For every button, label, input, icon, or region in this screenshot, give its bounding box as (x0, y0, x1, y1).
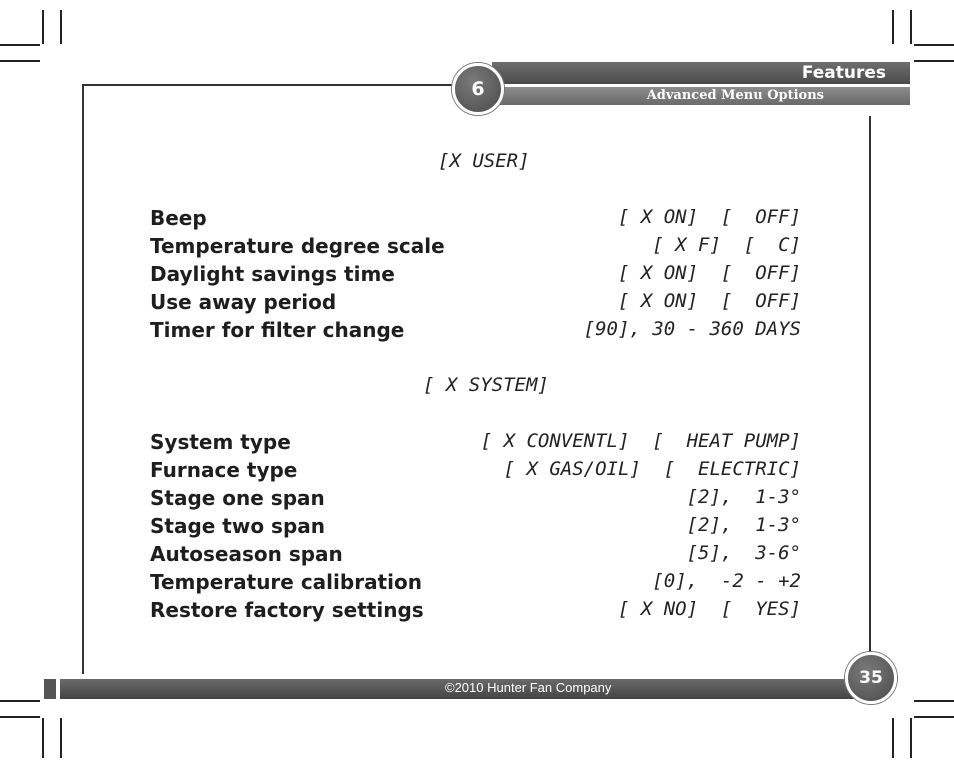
setting-value: [ X ON] [ OFF] (617, 206, 801, 228)
setting-label: Use away period (150, 290, 337, 314)
copyright-text: ©2010 Hunter Fan Company (445, 680, 612, 695)
setting-label: Beep (150, 206, 207, 230)
frame-left-line (82, 84, 84, 674)
setting-value: [90], 30 - 360 DAYS (583, 318, 801, 340)
setting-value: [2], 1-3° (686, 486, 801, 508)
setting-label: Daylight savings time (150, 262, 395, 286)
setting-label: Furnace type (150, 458, 298, 482)
crop-mark (892, 718, 894, 758)
setting-value: [2], 1-3° (686, 514, 801, 536)
crop-mark (914, 700, 954, 702)
setting-label: Restore factory settings (150, 598, 424, 622)
setting-value: [ X CONVENTL] [ HEAT PUMP] (480, 430, 801, 452)
chapter-badge: 6 (452, 63, 504, 115)
header-subtitle: Advanced Menu Options (646, 88, 824, 103)
setting-value: [ X GAS/OIL] [ ELECTRIC] (503, 458, 801, 480)
setting-label: Timer for filter change (150, 318, 405, 342)
crop-mark (42, 10, 44, 44)
header-title: Features (801, 63, 886, 83)
setting-value: [ X ON] [ OFF] (617, 262, 801, 284)
frame-right-line (869, 116, 871, 664)
crop-mark (914, 44, 954, 46)
crop-mark (910, 10, 912, 44)
page-number-badge: 35 (845, 652, 897, 704)
crop-mark (0, 700, 40, 702)
crop-mark (60, 10, 62, 44)
crop-mark (60, 718, 62, 758)
section-heading-system: [ X SYSTEM] (423, 374, 549, 396)
setting-label: Autoseason span (150, 542, 343, 566)
setting-label: Temperature degree scale (150, 234, 445, 258)
setting-label: Stage one span (150, 486, 325, 510)
footer-block (44, 679, 56, 699)
setting-label: Temperature calibration (150, 570, 422, 594)
setting-label: System type (150, 430, 291, 454)
crop-mark (914, 60, 954, 62)
setting-value: [5], 3-6° (686, 542, 801, 564)
setting-label: Stage two span (150, 514, 325, 538)
setting-value: [ X ON] [ OFF] (617, 290, 801, 312)
crop-mark (892, 10, 894, 44)
crop-mark (0, 60, 40, 62)
setting-value: [ X NO] [ YES] (617, 598, 801, 620)
setting-value: [ X F] [ C] (652, 234, 801, 256)
frame-top-line (82, 84, 456, 86)
crop-mark (0, 716, 40, 718)
crop-mark (910, 718, 912, 758)
section-heading-user: [X USER] (438, 150, 530, 172)
crop-mark (42, 718, 44, 758)
crop-mark (914, 716, 954, 718)
setting-value: [0], -2 - +2 (652, 570, 801, 592)
crop-mark (0, 44, 40, 46)
